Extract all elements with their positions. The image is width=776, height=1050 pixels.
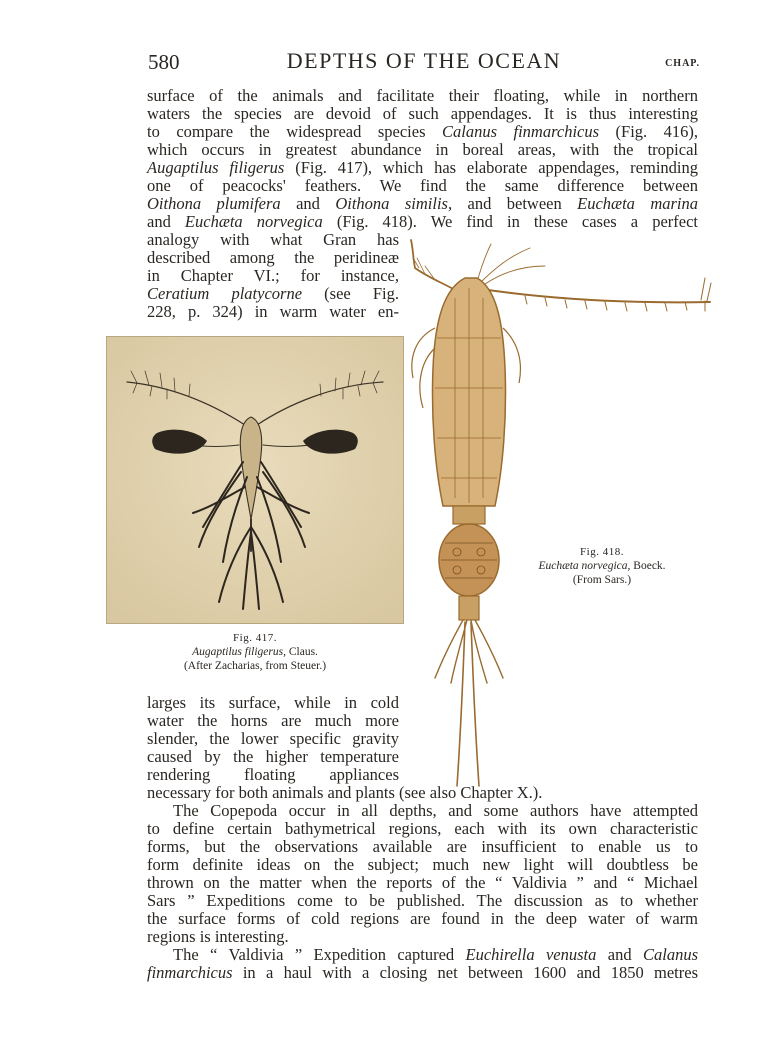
species-name: Calanus finmarchicus: [442, 122, 600, 141]
species-name: Calanus: [642, 945, 698, 964]
text-line: caused by the higher temperature: [147, 747, 399, 766]
text-line: slender, the lower specific gravity: [147, 729, 399, 748]
figure-417-plate: [106, 336, 404, 624]
text-line: The Copepoda occur in all depths, and some authors have attempted: [173, 801, 698, 820]
figure-credit: (From Sars.): [572, 574, 632, 586]
text-line: to compare the widespread species Calanus finmarchicus (Fig. 416),: [147, 122, 699, 141]
text-line: surface of the animals and facilitate their floating, while in northern: [147, 86, 698, 105]
text-line: thrown on the matter when the reports of the “ Valdivia ” and “ Michael: [147, 873, 698, 892]
figure-title: Augaptilus filigerus, Claus.: [192, 646, 318, 658]
text-line: form definite ideas on the subject; much new light will doubtless be: [147, 855, 698, 874]
species-name: Euchirella venusta: [465, 945, 597, 964]
page-number: 580: [148, 50, 180, 74]
text-line: one of peacocks' feathers. We find the same difference between: [147, 176, 698, 195]
species-name: Ceratium platycorne: [147, 284, 303, 303]
text-line: and Euchæta norvegica (Fig. 418). We find in these cases a perfect: [147, 212, 699, 231]
augaptilus-illustration: [107, 337, 403, 623]
text-line: regions is interesting.: [147, 927, 289, 946]
text-line: The “ Valdivia ” Expedition captured Euchirella venusta and Calanus: [173, 945, 698, 964]
text-line: Ceratium platycorne (see Fig.: [147, 284, 399, 303]
species-name: Euchæta norvegica,: [538, 560, 631, 572]
figure-number: Fig. 418.: [580, 546, 624, 558]
running-header: [148, 50, 700, 80]
species-name: Euchæta marina: [577, 194, 698, 213]
text-line: analogy with what Gran has: [147, 230, 399, 249]
text-line: forms, but the observations available are insufficient to enable us to: [147, 837, 698, 856]
species-name: Oithona similis,: [335, 194, 453, 213]
species-name: finmarchicus: [147, 963, 233, 982]
text-line: finmarchicus in a haul with a closing net between 1600 and 1850 metres: [147, 963, 698, 982]
text-line: the surface forms of cold regions are found in the deep water of warm: [147, 909, 698, 928]
text-line: rendering floating appliances: [147, 765, 399, 784]
text-line: Oithona plumifera and Oithona similis, and between Euchæta marina: [147, 194, 698, 213]
figure-title: Euchæta norvegica, Boeck.: [538, 560, 666, 572]
text-line: water the horns are much more: [147, 711, 399, 730]
text-line: in Chapter VI.; for instance,: [147, 266, 399, 285]
figure-credit: (After Zacharias, from Steuer.): [183, 660, 327, 672]
text-line: 228, p. 324) in warm water en-: [147, 302, 399, 321]
species-name: Oithona plumifera: [147, 194, 281, 213]
text-line: which occurs in greatest abundance in boreal areas, with the tropical: [147, 140, 698, 159]
species-name: Euchæta norvegica: [184, 212, 323, 231]
figure-418-illustration: [405, 238, 715, 790]
text-line: waters the species are devoid of such appendages. It is thus interesting: [147, 104, 698, 123]
text-line: Augaptilus filigerus (Fig. 417), which has elaborate appendages, reminding: [147, 158, 698, 177]
text-line: larges its surface, while in cold: [147, 693, 399, 712]
figure-418-caption: [528, 545, 676, 587]
text-line: described among the peridineæ: [147, 248, 399, 267]
euchaeta-illustration: [405, 238, 715, 790]
running-title: DEPTHS OF THE OCEAN: [286, 48, 562, 73]
text-line: to define certain bathymetrical regions, each with its own characteristic: [147, 819, 698, 838]
figure-number: Fig. 417.: [233, 632, 277, 644]
text-line: necessary for both animals and plants (see also Chapter X.).: [147, 783, 543, 802]
figure-417-caption: [106, 631, 404, 673]
species-name: Augaptilus filigerus,: [192, 646, 286, 658]
chapter-label: CHAP.: [665, 58, 700, 69]
species-name: Augaptilus filigerus: [147, 158, 285, 177]
text-line: Sars ” Expeditions come to be published. The discussion as to whether: [147, 891, 698, 910]
